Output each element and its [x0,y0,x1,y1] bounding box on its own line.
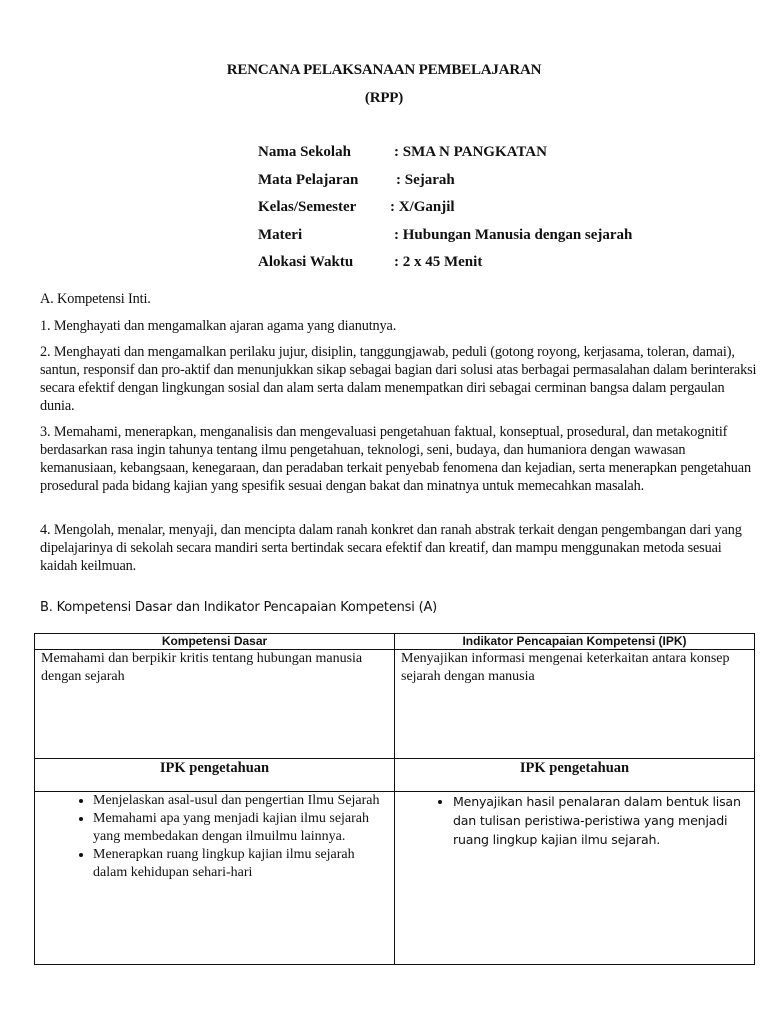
list-item: • Menjelaskan asal-usul dan pengertian Ilmu Sejarah [93,792,388,810]
document-subtitle: (RPP) [364,90,404,106]
identity-value: : Sejarah [396,171,455,188]
identity-label: Nama Sekolah [258,144,351,160]
core-competence-item: 1. Menghayati dan mengamalkan ajaran agama yang dianutnya. [40,318,397,334]
core-competence-item: 2. Menghayati dan mengamalkan perilaku jujur, disiplin, tanggungjawab, peduli (gotong royong, kerjasama, toleran, damai), santun, responsif dan pro-aktif dan menunjukkan sikap sebagai bagian dari solusi atas berbagai permasalahan dalam berinteraksi secara efektif dengan lingkungan sosial dan alam serta dalam menempatkan diri sebagai cerminan bangsa dalam pergaulan dunia. [40,344,757,414]
identity-value: : X/Ganjil [390,199,455,215]
core-competence-item: 3. Memahami, menerapkan, menganalisis dan mengevaluasi pengetahuan faktual, konseptual, prosedural, dan metakognitif berdasarkan rasa ingin tahunya tentang ilmu pengetahuan, teknologi, seni, budaya, dan humaniora dengan wawasan kemanusiaan, kebangsaan, kenegaraan, dan peradaban terkait penyebab fenomena dan kejadian, serta menerapkan pengetahuan prosedural pada bidang kajian yang spesifik sesuai dengan bakat dan minatnya untuk memecahkan masalah. [40,424,751,494]
document-title: RENCANA PELAKSANAAN PEMBELAJARAN [226,62,542,78]
core-competence-item: 4. Mengolah, menalar, menyaji, dan mencipta dalam ranah konkret dan ranah abstrak terkait dengan pengembangan dari yang dipelajarinya di sekolah secara mandiri serta bertindak secara efektif dan kreatif, dan mampu menggunakan metoda sesuai kaidah keilmuan. [40,522,742,574]
table-row [35,650,755,759]
identity-value: : SMA N PANGKATAN [394,144,547,160]
header-indicator: Indikator Pencapaian Kompetensi (IPK) [395,634,755,650]
table-row [35,759,755,792]
table-header-row [35,634,755,650]
ipk-knowledge-cell [35,792,395,965]
table-row [35,792,755,965]
identity-value: : 2 x 45 Menit [394,254,483,270]
identity-label: Materi [258,226,303,243]
identity-label: Kelas/Semester [258,199,357,215]
indicator-cell: Menyajikan informasi mengenai keterkaitan antara konsep sejarah dengan manusia [395,650,755,759]
header-basic-competence: Kompetensi Dasar [35,634,395,650]
ipk-subheader-right: IPK pengetahuan [395,759,755,792]
list-item: • Menyajikan hasil penalaran dalam bentuk lisan dan tulisan peristiwa-peristiwa yang menjadi ruang lingkup kajian ilmu sejarah. [453,792,748,849]
section-b-heading: B. Kompetensi Dasar dan Indikator Pencapaian Kompetensi (A) [40,600,438,615]
ipk-skill-cell [395,792,755,965]
competence-table [34,633,755,965]
identity-label: Alokasi Waktu [258,254,354,270]
identity-value: : Hubungan Manusia dengan sejarah [394,226,633,243]
ipk-skill-list [401,792,748,849]
identity-label: Mata Pelajaran [258,171,359,188]
section-a-heading: A. Kompetensi Inti. [40,291,151,307]
ipk-knowledge-list [41,792,388,882]
basic-competence-cell: Memahami dan berpikir kritis tentang hubungan manusia dengan sejarah [35,650,395,759]
list-item: • Menerapkan ruang lingkup kajian ilmu sejarah dalam kehidupan sehari-hari [93,846,388,882]
list-item: • Memahami apa yang menjadi kajian ilmu sejarah yang membedakan dengan ilmuilmu lainnya. [93,810,388,846]
ipk-subheader-left: IPK pengetahuan [35,759,395,792]
